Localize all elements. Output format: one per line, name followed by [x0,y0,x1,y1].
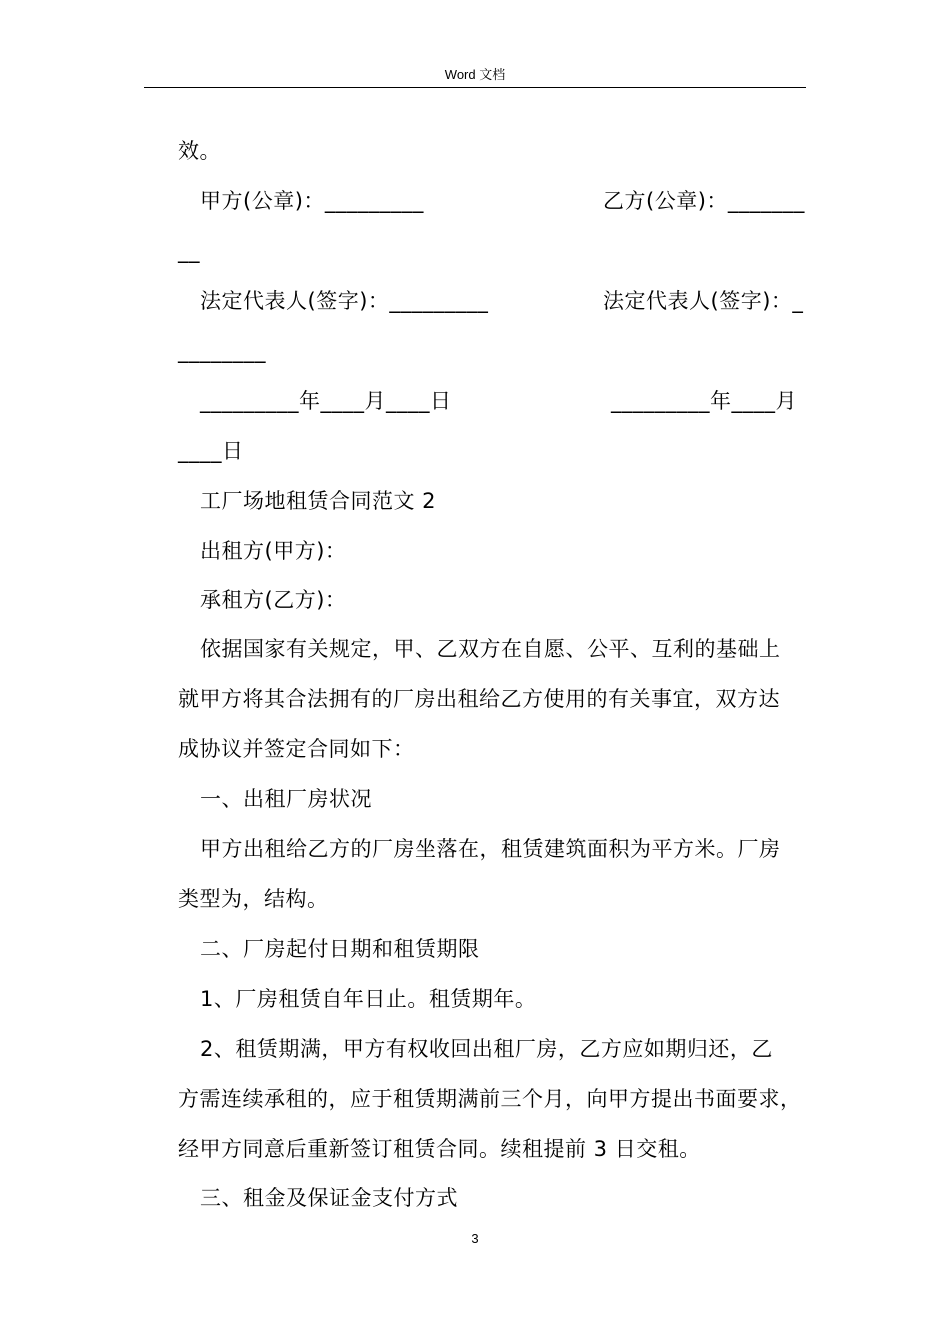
party-a-date-line: _________年____月____日 [200,389,452,413]
lessee-line: 承租方(乙方)： [200,588,347,612]
party-b-date-line: _________年____月 [611,389,797,413]
intro-paragraph-line: 成协议并签定合同如下： [178,737,415,761]
clause-paragraph-line: 类型为，结构。 [178,887,329,911]
intro-paragraph-line: 就甲方将其合法拥有的厂房出租给乙方使用的有关事宜，双方达 [178,687,780,711]
document-header-title: Word 文档 [444,67,506,82]
header-divider [144,87,806,88]
intro-paragraph-line: 依据国家有关规定，甲、乙双方在自愿、公平、互利的基础上 [200,637,781,661]
party-b-representative-continuation: ________ [178,339,266,363]
clause-paragraph-line: 2、租赁期满，甲方有权收回出租厂房，乙方应如期归还，乙 [200,1037,773,1061]
party-b-seal-continuation: __ [178,239,200,263]
clause-heading: 一、出租厂房状况 [200,787,372,811]
paragraph-line: 效。 [178,139,221,163]
lessor-line: 出租方(甲方)： [200,539,347,563]
party-b-seal-line: 乙方(公章)：_______ [603,189,805,213]
party-b-representative-line: 法定代表人(签字)：_ [603,289,804,313]
clause-heading: 二、厂房起付日期和租赁期限 [200,937,480,961]
clause-paragraph-line: 方需连续承租的，应于租赁期满前三个月，向甲方提出书面要求， [178,1087,802,1111]
clause-paragraph-line: 1、厂房租赁自年日止。租赁期年。 [200,987,537,1011]
clause-paragraph-line: 甲方出租给乙方的厂房坐落在，租赁建筑面积为平方米。厂房 [200,837,781,861]
clause-paragraph-line: 经甲方同意后重新签订租赁合同。续租提前 3 日交租。 [178,1137,701,1161]
section-title: 工厂场地租赁合同范文 2 [200,489,437,513]
party-a-representative-line: 法定代表人(签字)：_________ [200,289,489,313]
party-b-date-continuation: ____日 [178,439,244,463]
party-a-seal-line: 甲方(公章)：_________ [200,189,424,213]
page-number: 3 [471,1231,479,1246]
clause-heading: 三、租金及保证金支付方式 [200,1186,458,1210]
